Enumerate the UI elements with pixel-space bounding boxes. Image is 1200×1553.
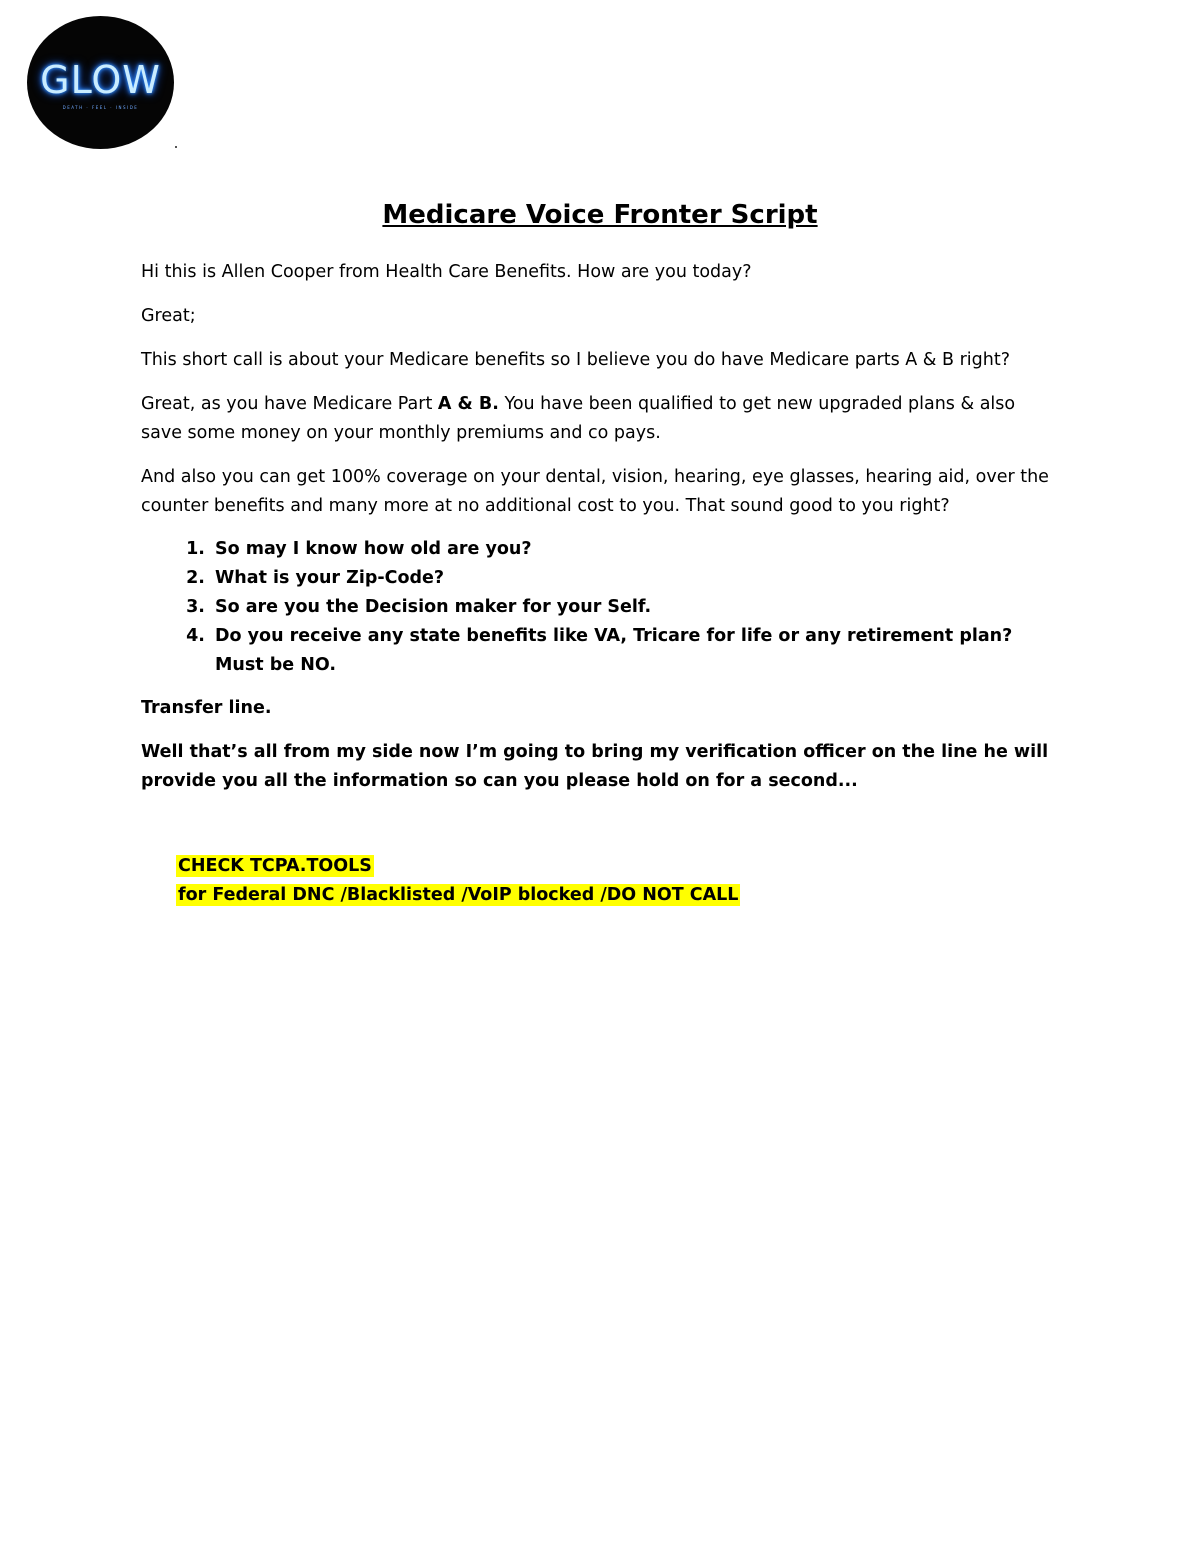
document-title: Medicare Voice Fronter Script (382, 200, 818, 230)
qualified-paragraph (141, 390, 1061, 448)
question-item: 2. What is your Zip-Code? (211, 564, 1061, 593)
qualified-suffix: You have been qualified to get new upgraded plans & also save some money on your monthly premiums and co pays. (141, 394, 1016, 443)
tcpa-check-note (176, 852, 740, 910)
closing-paragraph: Well that’s all from my side now I’m going to bring my verification officer on the line he will provide you all the information so can you please hold on for a second... (141, 742, 1049, 791)
check-line-1: CHECK TCPA.TOOLS (178, 856, 372, 876)
qualified-bold: A & B. (437, 394, 499, 414)
check-line-2: for Federal DNC /Blacklisted /VoIP blocked /DO NOT CALL (178, 885, 739, 905)
coverage-paragraph: And also you can get 100% coverage on your dental, vision, hearing, eye glasses, hearing aid, over the counter benefits and many more at no additional cost to you. That sound good to you right? (141, 467, 1049, 516)
stray-dot (175, 146, 177, 148)
call-about-line: This short call is about your Medicare benefits so I believe you do have Medicare parts A & B right? (141, 350, 1010, 370)
script-body (141, 258, 1061, 811)
transfer-line: Transfer line. (141, 698, 272, 718)
question-item: 4. Do you receive any state benefits like VA, Tricare for life or any retirement plan? Must be NO. (211, 622, 1061, 680)
question-list (141, 535, 1061, 680)
great-line: Great; (141, 306, 196, 326)
qualified-prefix: Great, as you have Medicare Part (141, 394, 438, 414)
intro-line: Hi this is Allen Cooper from Health Care Benefits. How are you today? (141, 262, 752, 282)
logo-word: GLOW (40, 58, 161, 102)
logo-tagline: DEATH · FEEL · INSIDE (62, 105, 139, 110)
question-item: 1. So may I know how old are you? (211, 535, 1061, 564)
question-item: 3. So are you the Decision maker for your Self. (211, 593, 1061, 622)
glow-logo (27, 16, 174, 149)
